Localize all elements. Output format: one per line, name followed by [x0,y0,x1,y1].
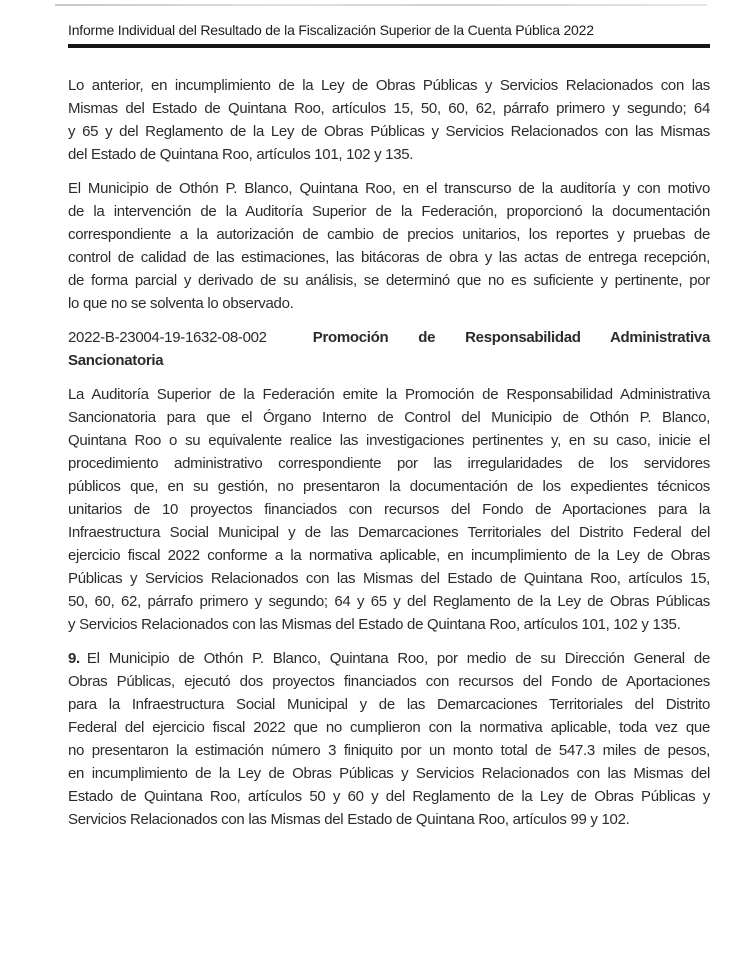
paragraph-asf-promotion [68,383,710,636]
text-line: Estado de Quintana Roo, artículos 50 y 60 y del Reglamento de la Ley de Obras Públicas y [68,788,710,805]
resolution-title: Promoción de Responsabilidad Administrativa [312,329,710,346]
page-header [68,22,710,48]
text-line: Sancionatoria para que el Órgano Interno de Control del Municipio de Othón P. Blanco, [68,409,710,426]
text-line: unitarios de 10 proyectos financiados con recursos del Fondo de Aportaciones para la [68,501,710,518]
text-line: control de calidad de las estimaciones, las bitácoras de obra y las actas de entrega recepción, [68,249,710,266]
text-line: 50, 60, 62, párrafo primero y segundo; 64 y 65 y del Reglamento de la Ley de Obras Públicas [68,593,710,610]
resolution-code: 2022-B-23004-19-1632-08-002 [68,329,267,346]
paragraph-legal-noncompliance [68,74,710,166]
text-line: Lo anterior, en incumplimiento de la Ley de Obras Públicas y Servicios Relacionados con las [68,77,710,94]
text-line: de forma parcial y derivado de su análisis, se determinó que no es suficiente y pertinente, por [68,272,710,289]
text-line: Infraestructura Social Municipal y de las Demarcaciones Territoriales del Distrito Federal del [68,524,710,541]
paragraph-municipality-response [68,177,710,315]
finding-text-start: El Municipio de Othón P. Blanco, Quintana Roo, por medio de su Dirección General de [86,650,710,667]
text-line: no presentaron la estimación número 3 finiquito por un monto total de 547.3 miles de pesos, [68,742,710,759]
text-line: Servicios Relacionados con las Mismas del Estado de Quintana Roo, artículos 99 y 102. [68,811,630,828]
text-line: procedimiento administrativo correspondiente por las irregularidades de los servidores [68,455,710,472]
resolution-title-line2: Sancionatoria [68,352,164,369]
text-line: y 65 y del Reglamento de la Ley de Obras Públicas y Servicios Relacionados con las Mismas [68,123,710,140]
text-line: y Servicios Relacionados con las Mismas del Estado de Quintana Roo, artículos 101, 102 y 135. [68,616,681,633]
resolution-heading [68,326,710,372]
text-line: lo que no se solventa lo observado. [68,295,294,312]
text-line: Públicas y Servicios Relacionados con las Mismas del Estado de Quintana Roo, artículos 15, [68,570,710,587]
text-line: Mismas del Estado de Quintana Roo, artículos 15, 50, 60, 62, párrafo primero y segundo; 64 [68,100,710,117]
text-line: ejercicio fiscal 2022 conforme a la normativa aplicable, en incumplimiento de la Ley de Obras [68,547,710,564]
text-line: del Estado de Quintana Roo, artículos 101, 102 y 135. [68,146,414,163]
text-line: Obras Públicas, ejecutó dos proyectos financiados con recursos del Fondo de Aportaciones [68,673,710,690]
text-line: Federal del ejercicio fiscal 2022 que no cumplieron con la normativa aplicable, toda vez que [68,719,710,736]
finding-number: 9. [68,650,80,667]
resolution-heading-line1 [68,326,710,349]
text-line: para la Infraestructura Social Municipal y de las Demarcaciones Territoriales del Distrito [68,696,710,713]
text-line: de la intervención de la Auditoría Superior de la Federación, proporcionó la documentación [68,203,710,220]
text-line: Quintana Roo o su equivalente realice las investigaciones pertinentes y, en su caso, inicie el [68,432,710,449]
text-line: El Municipio de Othón P. Blanco, Quintana Roo, en el transcurso de la auditoría y con motivo [68,180,710,197]
report-header-title: Informe Individual del Resultado de la Fiscalización Superior de la Cuenta Pública 2022 [68,22,594,38]
text-line: La Auditoría Superior de la Federación emite la Promoción de Responsabilidad Administrativa [68,386,710,403]
text-line [68,647,710,670]
text-line: públicos que, en su gestión, no presentaron la documentación de los expedientes técnicos [68,478,710,495]
document-body [68,74,710,831]
text-line: correspondiente a la autorización de cambio de precios unitarios, los reportes y pruebas de [68,226,710,243]
text-line: en incumplimiento de la Ley de Obras Públicas y Servicios Relacionados con las Mismas del [68,765,710,782]
scan-artifact-line [55,4,707,6]
paragraph-finding-9 [68,647,710,831]
